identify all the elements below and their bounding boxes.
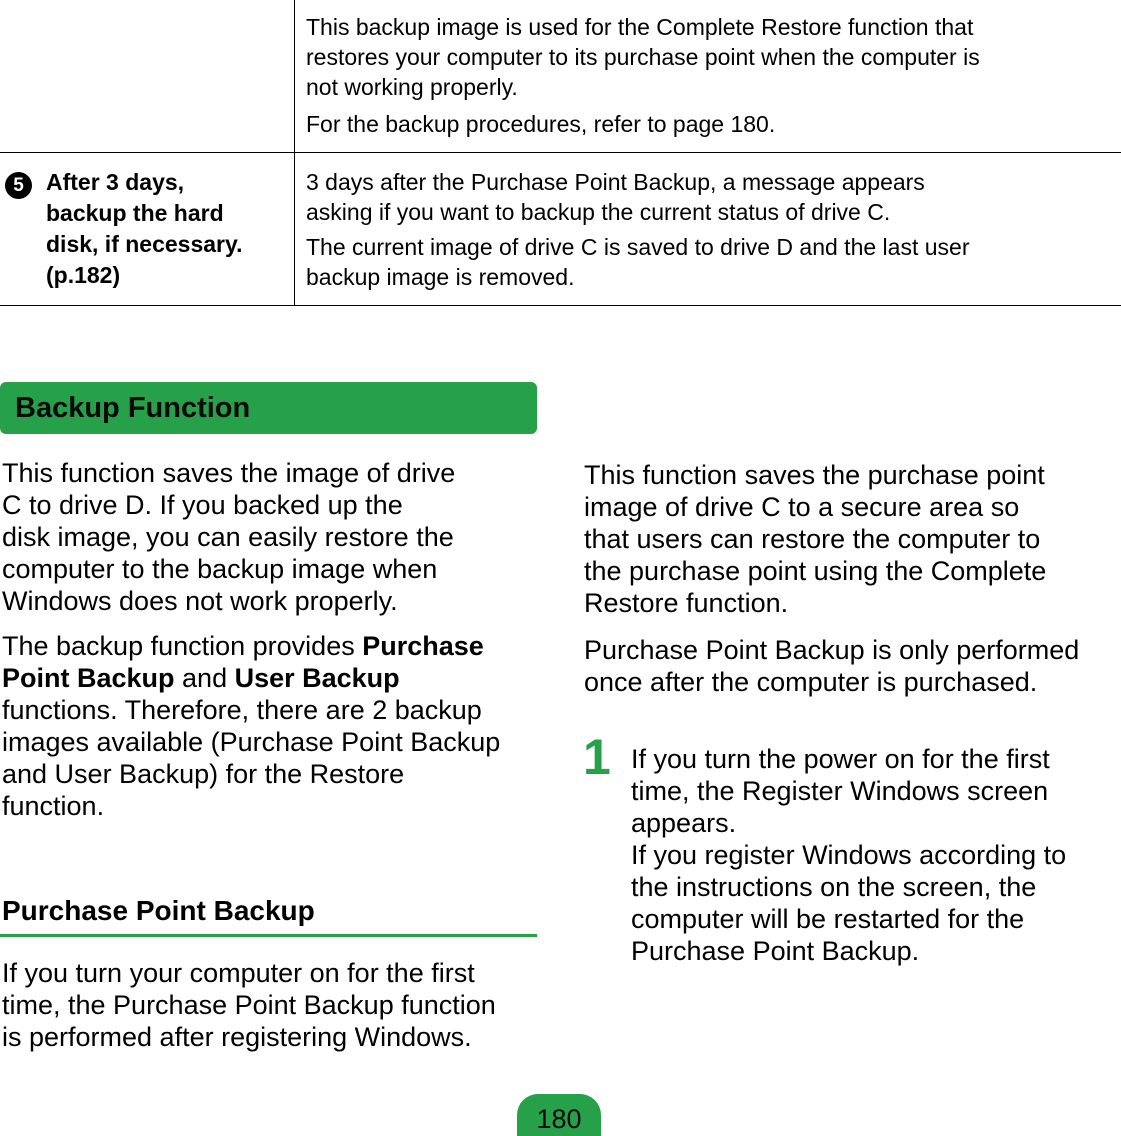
- text-line: and User Backup) for the Restore: [2, 759, 405, 789]
- text-line: Windows does not work properly.: [2, 586, 398, 616]
- inline-bold: User Backup: [234, 663, 400, 693]
- text-line: [2, 630, 542, 662]
- section-title: Backup Function: [15, 392, 251, 424]
- text-line: The current image of drive C is saved to drive D and the last user: [306, 234, 970, 260]
- inline-text: The backup function provides: [2, 631, 363, 661]
- text-line: the purchase point using the Complete: [584, 556, 1047, 586]
- step-number-badge: 5: [5, 172, 32, 199]
- subsection-underline: [0, 934, 537, 937]
- text-line: image of drive C to a secure area so: [584, 492, 1020, 522]
- text-line: This function saves the purchase point: [584, 460, 1045, 490]
- inline-text: and: [174, 663, 235, 693]
- step-instructions: [631, 743, 1121, 967]
- table-row2-description: [306, 167, 1118, 292]
- backup-function-provides: [2, 630, 542, 822]
- text-line: restores your computer to its purchase point when the computer is: [306, 44, 980, 70]
- right-column-para1: [584, 459, 1121, 619]
- text-line: once after the computer is purchased.: [584, 667, 1038, 697]
- text-line: [2, 662, 542, 694]
- label-line: disk, if necessary.: [46, 231, 243, 257]
- subsection-title: Purchase Point Backup: [2, 895, 315, 926]
- inline-bold: Purchase: [362, 631, 484, 661]
- text-line: the instructions on the screen, the: [631, 872, 1037, 902]
- text-line: is performed after registering Windows.: [2, 1022, 472, 1052]
- text-line: images available (Purchase Point Backup: [2, 727, 501, 757]
- table-bottom-border: [0, 305, 1121, 306]
- text-line: time, the Register Windows screen: [631, 776, 1049, 806]
- inline-bold: Point Backup: [2, 663, 175, 693]
- purchase-point-intro: [2, 957, 537, 1053]
- table-row-divider: [0, 152, 1121, 153]
- text-line: If you register Windows according to: [631, 840, 1067, 870]
- text-line: asking if you want to backup the current status of drive C.: [306, 199, 891, 225]
- text-line: computer to the backup image when: [2, 554, 438, 584]
- text-line: function.: [2, 791, 105, 821]
- text-line: If you turn the power on for the first: [631, 744, 1050, 774]
- table-row1-description: [306, 12, 1118, 139]
- table-column-divider: [294, 0, 295, 306]
- label-line: backup the hard: [46, 200, 224, 226]
- text-line: appears.: [631, 808, 737, 838]
- text-line: Purchase Point Backup is only performed: [584, 635, 1080, 665]
- right-column-para2: [584, 634, 1121, 698]
- text-line: Purchase Point Backup.: [631, 936, 920, 966]
- text-line: For the backup procedures, refer to page 180.: [306, 111, 776, 137]
- label-line: (p.182): [46, 262, 121, 288]
- step-number: 1: [583, 729, 611, 785]
- text-line: computer will be restarted for the: [631, 904, 1025, 934]
- text-line: C to drive D. If you backed up the: [2, 490, 403, 520]
- text-line: not working properly.: [306, 74, 518, 100]
- text-line: This function saves the image of drive: [2, 458, 456, 488]
- page-number: 180: [536, 1104, 582, 1134]
- section-header-backup-function: [0, 382, 537, 434]
- text-line: This backup image is used for the Complete Restore function that: [306, 14, 974, 40]
- text-line: backup image is removed.: [306, 264, 575, 290]
- text-line: that users can restore the computer to: [584, 524, 1041, 554]
- text-line: Restore function.: [584, 588, 789, 618]
- text-line: time, the Purchase Point Backup function: [2, 990, 496, 1020]
- backup-function-intro: [2, 457, 537, 617]
- page-number-badge: [517, 1094, 601, 1136]
- text-line: 3 days after the Purchase Point Backup, a message appears: [306, 169, 925, 195]
- text-line: functions. Therefore, there are 2 backup: [2, 695, 482, 725]
- text-line: disk image, you can easily restore the: [2, 522, 454, 552]
- text-line: If you turn your computer on for the first: [2, 958, 475, 988]
- label-line: After 3 days,: [46, 169, 185, 195]
- table-row2-label: [46, 167, 291, 291]
